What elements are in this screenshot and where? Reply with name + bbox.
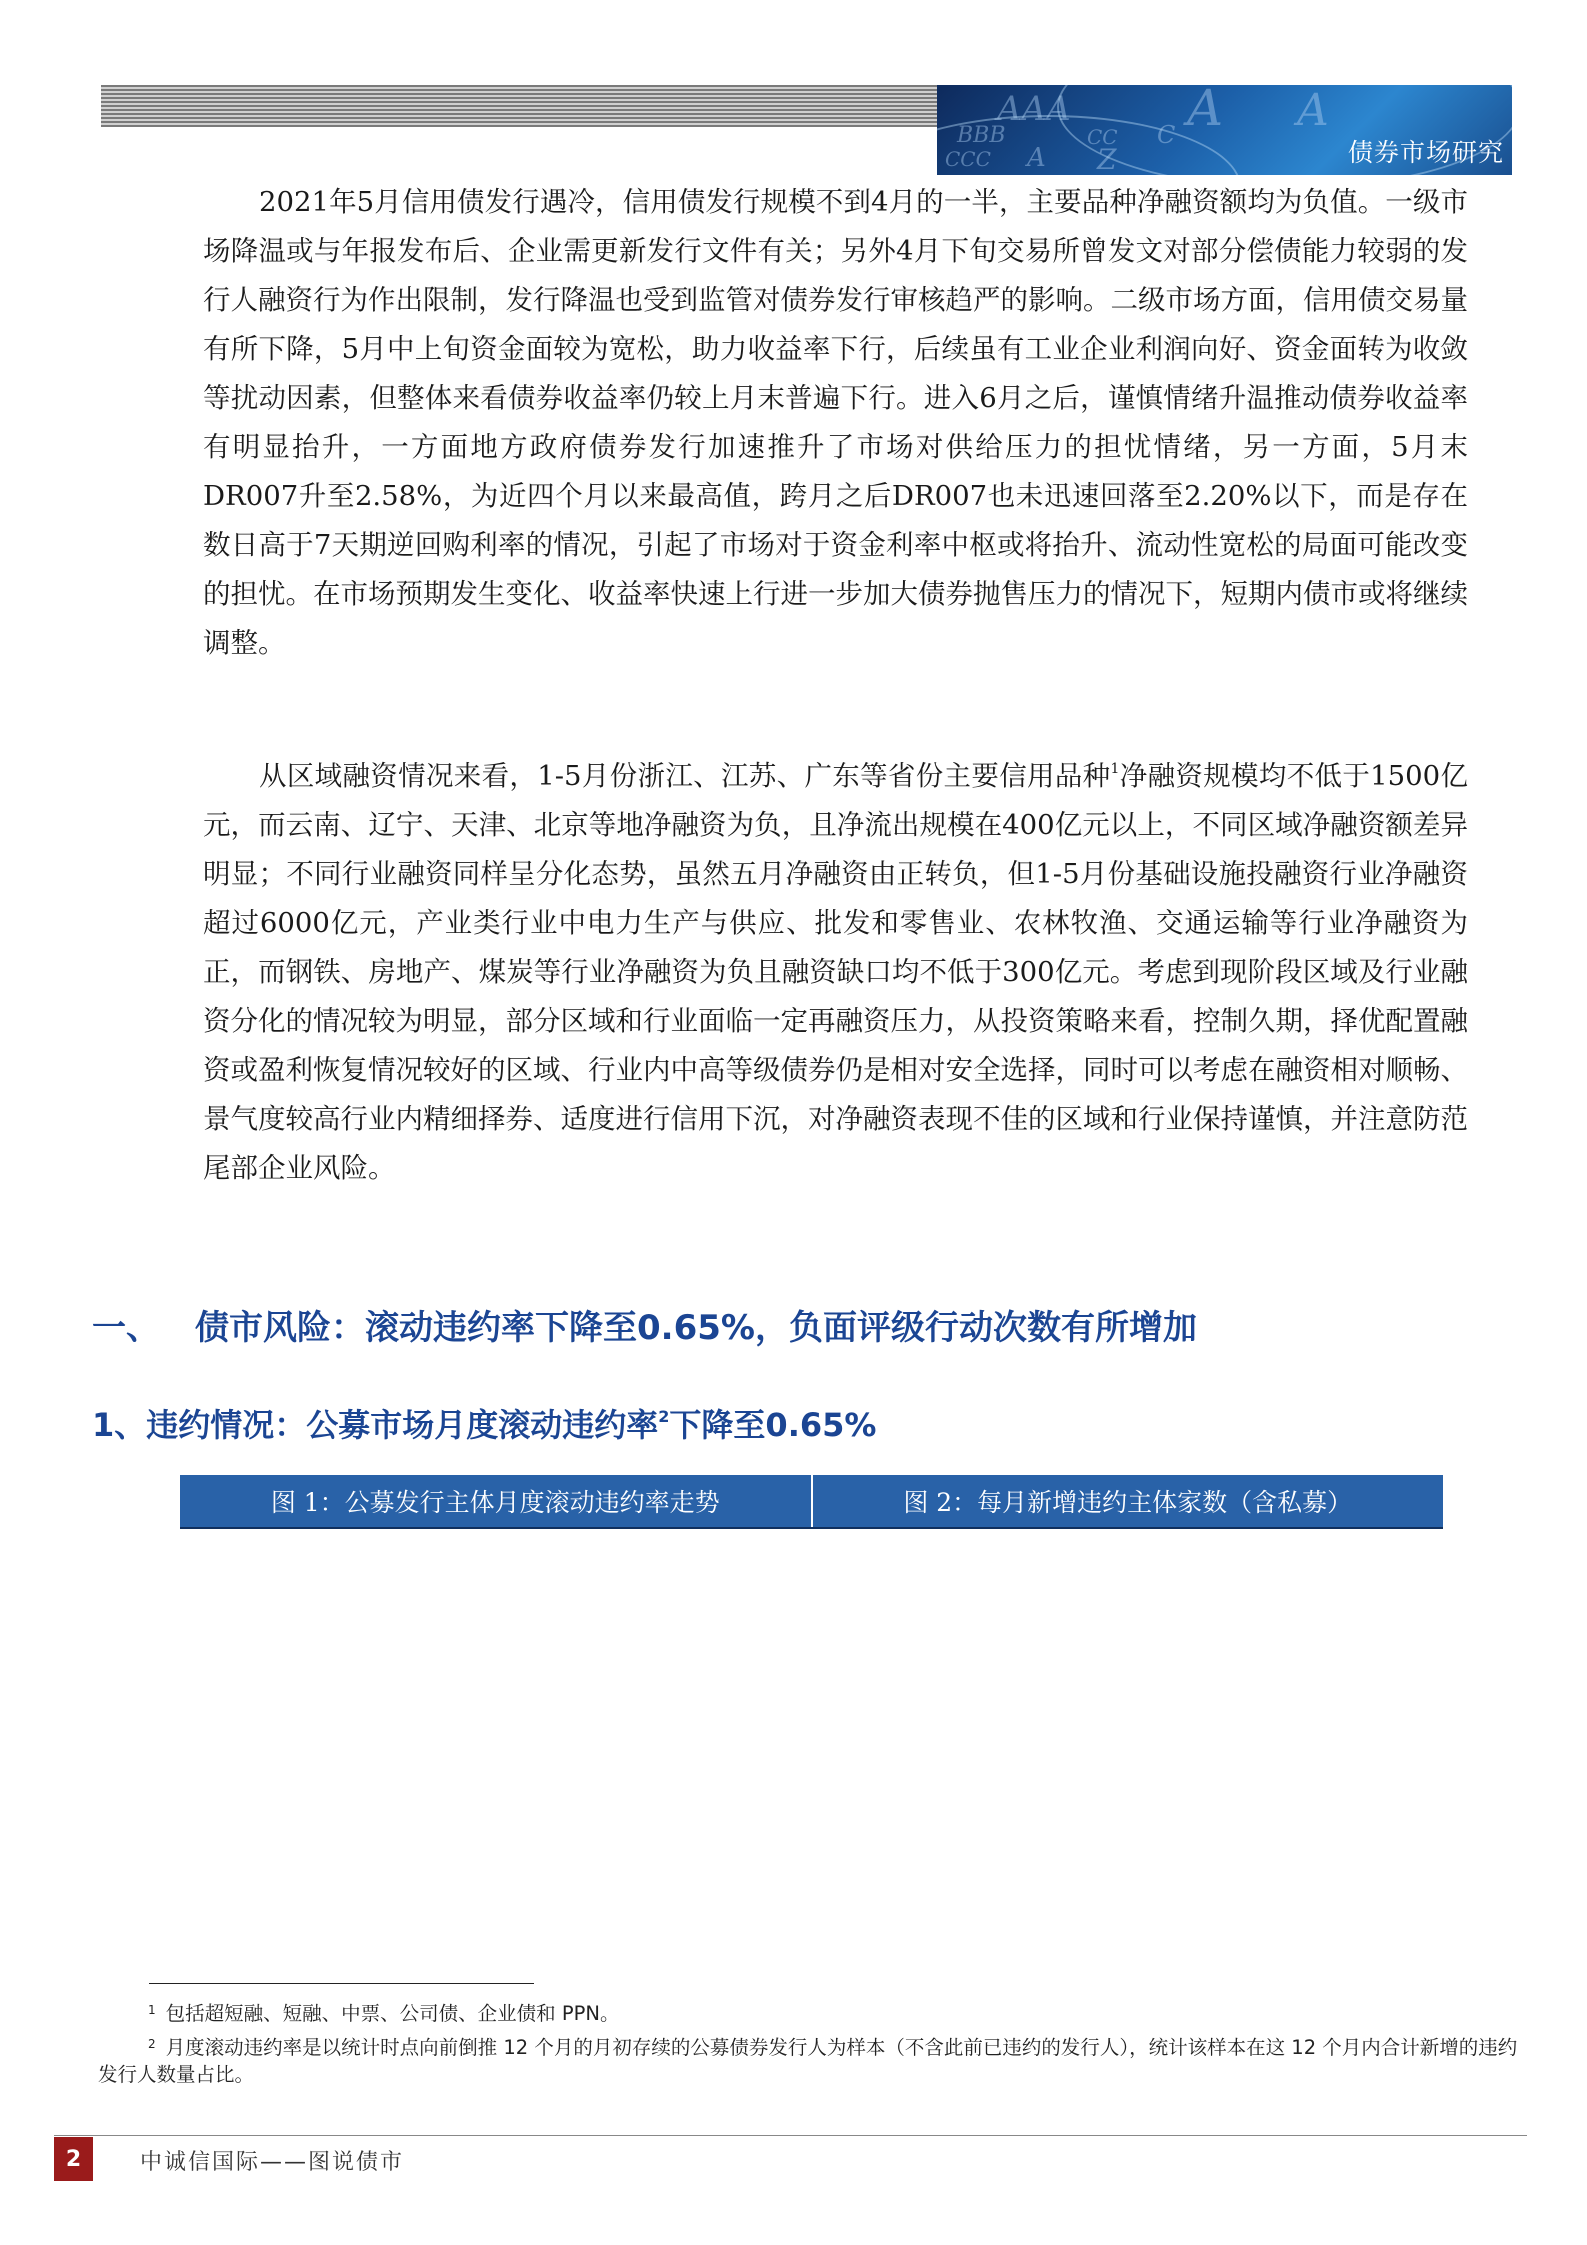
header-title: 债券市场研究 xyxy=(1347,138,1504,167)
subsection-title-tail: 下降至0.65% xyxy=(669,1406,877,1444)
banner-glyph: A xyxy=(1297,85,1329,136)
body-paragraph-2 xyxy=(203,752,1468,1193)
section-heading xyxy=(92,1300,1197,1349)
banner-glyph: BBB xyxy=(957,123,1006,148)
footer-divider xyxy=(54,2135,1527,2136)
banner-glyph: CC xyxy=(1087,125,1118,149)
subsection-title: 1、违约情况：公募市场月度滚动违约率 xyxy=(92,1406,659,1444)
footnote-mark: 2 xyxy=(148,2037,156,2051)
banner-glyph: A xyxy=(1027,143,1046,173)
banner-glyph: Z xyxy=(1097,143,1117,175)
section-title: 债市风险：滚动违约率下降至0.65%，负面评级行动次数有所增加 xyxy=(195,1308,1197,1348)
body-paragraph-1: 2021年5月信用债发行遇冷，信用债发行规模不到4月的一半，主要品种净融资额均为负值。一级市场降温或与年报发布后、企业需更新发行文件有关；另外4月下旬交易所曾发文对部分偿债能力较弱的发行人融资行为作出限制，发行降温也受到监管对债券发行审核趋严的影响。二级市场方面，信用债交易量有所下降，5月中上旬资金面较为宽松，助力收益率下行，后续虽有工业企业利润向好、资金面转为收敛等扰动因素，但整体来看债券收益率仍较上月末普遍下行。进入6月之后，谨慎情绪升温推动债券收益率有明显抬升，一方面地方政府债券发行加速推升了市场对供给压力的担忧情绪，另一方面，5月末DR007升至2.58%，为近四个月以来最高值，跨月之后DR007也未迅速回落至2.20%以下，而是存在数日高于7天期逆回购利率的情况，引起了市场对于资金利率中枢或将抬升、流动性宽松的局面可能改变的担忧。在市场预期发生变化、收益率快速上行进一步加大债券抛售压力的情况下，短期内债市或将继续调整。 xyxy=(203,186,1468,659)
footnote-divider xyxy=(149,1983,534,1984)
footnote-text: 月度滚动违约率是以统计时点向前倒推 12 个月的月初存续的公募债券发行人为样本（不含此前已违约的发行人），统计该样本在这 12 个月内合计新增的违约发行人数量占比。 xyxy=(98,2036,1518,2086)
footnote-ref-1[interactable]: 1 xyxy=(1110,761,1120,777)
banner-glyph: CCC xyxy=(945,147,991,171)
footnote-1 xyxy=(98,1997,1528,2027)
section-number: 一、 xyxy=(92,1308,160,1348)
footnote-text: 包括超短融、短融、中票、公司债、企业债和 PPN。 xyxy=(165,2002,620,2025)
figure-caption-bar xyxy=(180,1475,1443,1529)
figure-1-caption: 图 1：公募发行主体月度滚动违约率走势 xyxy=(270,1488,720,1517)
banner-glyph: A xyxy=(1187,85,1224,137)
paragraph-text: 从区域融资情况来看，1-5月份浙江、江苏、广东等省份主要信用品种 xyxy=(259,760,1111,792)
footer-text: 中诚信国际——图说债市 xyxy=(140,2150,405,2175)
header-stripe-bar xyxy=(101,85,941,127)
banner-glyph: AAA xyxy=(997,89,1071,129)
footnote-mark: 1 xyxy=(148,2003,156,2017)
paragraph-text: 净融资规模均不低于1500亿元，而云南、辽宁、天津、北京等地净融资为负，且净流出规模在400亿元以上，不同区域净融资额差异明显；不同行业融资同样呈分化态势，虽然五月净融资由正转负，但1-5月份基础设施投融资行业净融资超过6000亿元，产业类行业中电力生产与供应、批发和零售业、农林牧渔、交通运输等行业净融资为正，而钢铁、房地产、煤炭等行业净融资为负且融资缺口均不低于300亿元。考虑到现阶段区域及行业融资分化的情况较为明显，部分区域和行业面临一定再融资压力，从投资策略来看，控制久期，择优配置融资或盈利恢复情况较好的区域、行业内中高等级债券仍是相对安全选择，同时可以考虑在融资相对顺畅、景气度较高行业内精细择券、适度进行信用下沉，对净融资表现不佳的区域和行业保持谨慎，并注意防范尾部企业风险。 xyxy=(203,760,1468,1184)
page-number-badge: 2 xyxy=(54,2137,93,2181)
banner-glyph: C xyxy=(1157,121,1176,149)
figure-2-caption: 图 2：每月新增违约主体家数（含私募） xyxy=(811,1475,1444,1527)
subsection-heading xyxy=(92,1400,876,1446)
footnote-ref-2[interactable]: 2 xyxy=(658,1407,670,1426)
header-banner xyxy=(937,85,1512,175)
footnote-2 xyxy=(98,2031,1528,2088)
